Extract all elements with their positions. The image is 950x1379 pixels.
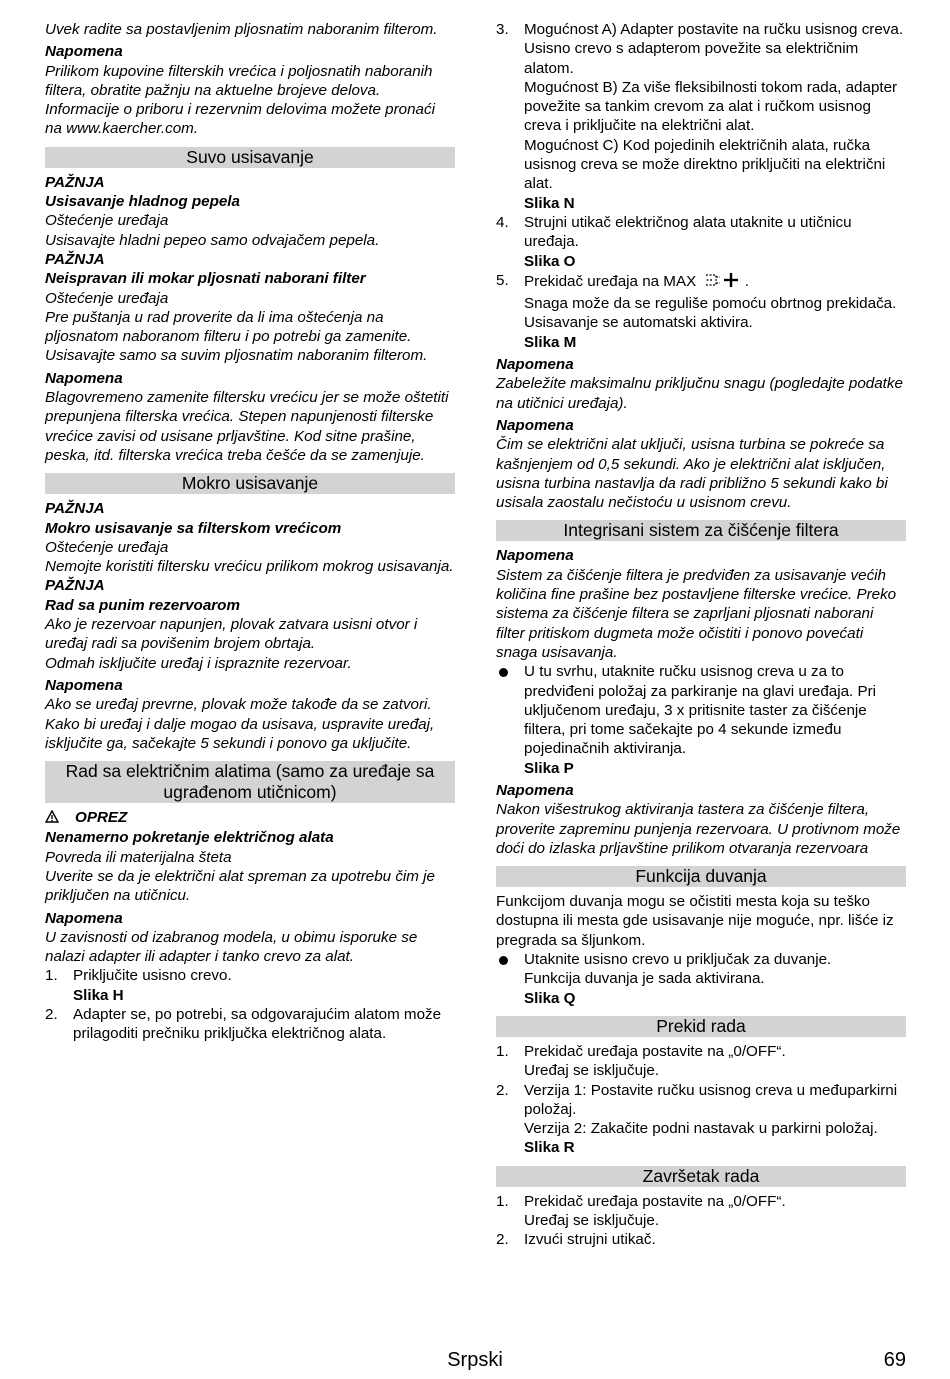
note-text: U zavisnosti od izabranog modela, u obimu isporuke se nalazi adapter ili adapter i tanko crevo za alat. xyxy=(45,928,418,966)
section-heading-zavrsetak-rada: Završetak rada xyxy=(496,1166,906,1187)
bullet-text: U tu svrhu, utaknite ručku usisnog creva u za to predviđeni položaj za parkiranje na glavi uređaja. Pri uključenom uređaju, 3 x pritisnite taster za čišćenje filtera, pri tome sačekajte po 4 sekunde između pojedinačnih aktiviranja. xyxy=(524,663,877,758)
warning-consequence: Oštećenje uređaja xyxy=(45,538,169,556)
note-text: Ako se uređaj prevrne, plovak može takođe da se zatvori. Kako bi uređaj i dalje mogao da usisava, uspravite uređaj, isključite ga, sačekajte 5 sekundi i ponovo ga uključite. xyxy=(45,696,435,752)
step-item xyxy=(45,966,455,1005)
step-text: Mogućnost B) Za više fleksibilnosti tokom rada, adapter povežite sa tankim crevom za alat i ručkom usisnog creva i priključite na električni alat. xyxy=(524,78,898,135)
step-text: Adapter se, po potrebi, sa odgovarajućim alatom može prilagoditi prečniku priključka električnog alata. xyxy=(73,1006,442,1043)
figure-reference: Slika R xyxy=(524,1139,575,1157)
figure-reference: Slika Q xyxy=(524,989,576,1007)
step-text: Snaga može da se reguliše pomoću obrtnog prekidača. xyxy=(524,295,897,313)
caution-title: Nenamerno pokretanje električnog alata xyxy=(45,829,334,847)
bullet-text: Funkcija duvanja je sada aktivirana. xyxy=(524,970,765,988)
step-item xyxy=(496,1081,906,1158)
warning-title: Mokro usisavanje sa filterskom vrećicom xyxy=(45,519,342,537)
step-text: Verzija 1: Postavite ručku usisnog creva u međuparkirni položaj. xyxy=(524,1081,898,1118)
warning-triangle-icon xyxy=(45,809,59,828)
step-item xyxy=(496,213,906,271)
note-label: Napomena xyxy=(496,356,574,374)
step-item xyxy=(496,1230,906,1249)
note-label: Napomena xyxy=(45,369,123,387)
figure-reference: Slika M xyxy=(524,333,577,351)
warning-title: Usisavanje hladnog pepela xyxy=(45,193,240,211)
step-text: Usisavanje se automatski aktivira. xyxy=(524,314,753,332)
note-label: Napomena xyxy=(496,781,574,799)
step-text: Prekidač uređaja postavite na „0/OFF“. xyxy=(524,1192,786,1210)
step-number: 2. xyxy=(496,1231,509,1249)
step-item xyxy=(496,20,906,213)
caution-text: Uverite se da je električni alat spreman za upotrebu čim je priključen na utičnicu. xyxy=(45,867,435,905)
caution-label: OPREZ xyxy=(75,809,128,827)
figure-reference: Slika H xyxy=(73,986,124,1004)
step-number: 1. xyxy=(45,967,58,985)
step-text: Uređaj se isključuje. xyxy=(524,1212,660,1230)
figure-reference: Slika N xyxy=(524,194,575,212)
power-tool-plug-icon xyxy=(704,271,740,294)
note-label: Napomena xyxy=(45,909,123,927)
note-label: Napomena xyxy=(496,547,574,565)
step-text-end: . xyxy=(744,272,749,290)
step-item xyxy=(496,271,906,352)
warning-label: PAŽNJA xyxy=(45,577,105,595)
warning-text: Odmah isključite uređaj i ispraznite rezervoar. xyxy=(45,654,352,672)
section-heading-ciscenje-filtera: Integrisani sistem za čišćenje filtera xyxy=(496,520,906,541)
step-text: Mogućnost A) Adapter postavite na ručku usisnog creva. Usisno crevo s adapterom povežite sa električnim alatom. xyxy=(524,21,904,77)
bullet-item xyxy=(496,950,906,1008)
bullet-icon xyxy=(499,956,508,965)
step-number: 3. xyxy=(496,21,509,38)
note-label: Napomena xyxy=(45,43,123,61)
left-column xyxy=(45,20,455,1044)
figure-reference: Slika P xyxy=(524,759,574,777)
step-text: Verzija 2: Zakačite podni nastavak u parkirni položaj. xyxy=(524,1120,878,1138)
note-text: Nakon višestrukog aktiviranja tastera za čišćenje filtera, proverite zapreminu punjenja rezervoara. U protivnom može doći do izlaska prljavštine prilikom otvaranja rezervoara xyxy=(496,801,901,857)
warning-title: Rad sa punim rezervoarom xyxy=(45,596,240,614)
note-label: Napomena xyxy=(496,416,574,434)
warning-label: PAŽNJA xyxy=(45,173,105,191)
body-text: Funkcijom duvanja mogu se očistiti mesta koja su teško dostupna ili mesta gde usisavanje nije moguće, npr. lišće iz pregrada sa šljunkom. xyxy=(496,893,894,949)
section-heading-suvo-usisavanje: Suvo usisavanje xyxy=(45,147,455,168)
caution-line xyxy=(45,808,455,828)
warning-label: PAŽNJA xyxy=(45,250,105,268)
right-column xyxy=(496,20,906,1250)
warning-consequence: Oštećenje uređaja xyxy=(45,212,169,230)
step-number: 2. xyxy=(496,1081,509,1099)
step-item xyxy=(496,1192,906,1231)
step-text: Uređaj se isključuje. xyxy=(524,1062,660,1080)
note-text: Zabeležite maksimalnu priključnu snagu (pogledajte podatke na utičnici uređaja). xyxy=(496,375,903,412)
footer-language: Srpski xyxy=(447,1349,503,1371)
step-number: 4. xyxy=(496,213,509,231)
warning-text: Pre puštanja u rad proverite da li ima oštećenja na pljosnatom naboranom filteru i po potrebi ga zamenite. Usisavajte samo sa suvim pljosnatim naboranim filterom. xyxy=(45,308,428,365)
note-text: Čim se električni alat uključi, usisna turbina se pokreće sa kašnjenjem od 0,5 sekundi. Ako je električni alat isključen, usisna turbina nastavlja da radi približno 5 sekundi kako bi usisala zaostalu nečistoću u usisnom crevu. xyxy=(496,436,888,512)
step-text: Strujni utikač električnog alata utaknite u utičnicu uređaja. xyxy=(524,213,852,251)
step-text: Priključite usisno crevo. xyxy=(73,967,232,985)
step-number: 1. xyxy=(496,1192,509,1210)
intro-text: Uvek radite sa postavljenim pljosnatim naboranim filterom. xyxy=(45,21,438,38)
section-heading-mokro-usisavanje: Mokro usisavanje xyxy=(45,473,455,494)
step-text: Mogućnost C) Kod pojedinih električnih alata, ručka usisnog creva se može direktno priključiti na električni alat. xyxy=(524,136,886,193)
warning-text: Ako je rezervoar napunjen, plovak zatvara usisni otvor i uređaj radi sa povišenim brojem obrtaja. xyxy=(45,616,418,653)
step-text: Prekidač uređaja na MAX xyxy=(524,272,697,290)
bullet-icon xyxy=(499,668,508,677)
warning-text: Nemojte koristiti filtersku vrećicu prilikom mokrog usisavanja. xyxy=(45,558,454,576)
bullet-text: Utaknite usisno crevo u priključak za duvanje. xyxy=(524,951,832,969)
warning-text: Usisavajte hladni pepeo samo odvajačem pepela. xyxy=(45,231,380,249)
note-text: Prilikom kupovine filterskih vrećica i poljosnatih naboranih filtera, obratite pažnju na aktuelne brojeve delova. xyxy=(45,62,433,99)
figure-reference: Slika O xyxy=(524,252,576,270)
step-number: 5. xyxy=(496,271,509,289)
step-number: 1. xyxy=(496,1042,509,1060)
section-heading-prekid-rada: Prekid rada xyxy=(496,1016,906,1037)
section-heading-elektricni-alati: Rad sa električnim alatima (samo za uređaje sa ugrađenom utičnicom) xyxy=(45,761,455,803)
warning-label: PAŽNJA xyxy=(45,500,105,518)
note-text: Sistem za čišćenje filtera je predviđen za usisavanje većih količina fine prašine bez postavljene filterske vrećice. Preko sistema za čišćenje filtera se zaprljani pljosnati naborani filter pritiskom dugmeta može očistiti i ponovo povećati snaga usisavanja. xyxy=(496,566,897,661)
step-text: Prekidač uređaja postavite na „0/OFF“. xyxy=(524,1042,786,1060)
caution-consequence: Povreda ili materijalna šteta xyxy=(45,848,232,866)
step-item xyxy=(496,1042,906,1081)
section-heading-funkcija-duvanja: Funkcija duvanja xyxy=(496,866,906,887)
warning-title: Neispravan ili mokar pljosnati naborani filter xyxy=(45,270,366,288)
step-item xyxy=(45,1005,455,1044)
note-text: Blagovremeno zamenite filtersku vrećicu jer se može oštetiti prepunjena filterska vrećica. Stepen napunjenosti filterske vrećice zavisi od usisane prljavštine. Kod sitne prašine, peska, itd. filterska vrećica treba češće da se zamenjuje. xyxy=(45,389,449,464)
note-text-website: Informacije o priboru i rezervnim delovima možete pronaći na www.kaercher.com. xyxy=(45,101,435,138)
note-label: Napomena xyxy=(45,676,123,694)
step-number: 2. xyxy=(45,1006,58,1024)
page-number: 69 xyxy=(883,1349,906,1371)
step-text: Izvući strujni utikač. xyxy=(524,1231,656,1249)
step-text-line xyxy=(524,271,906,294)
warning-consequence: Oštećenje uređaja xyxy=(45,289,169,307)
bullet-item xyxy=(496,662,906,778)
